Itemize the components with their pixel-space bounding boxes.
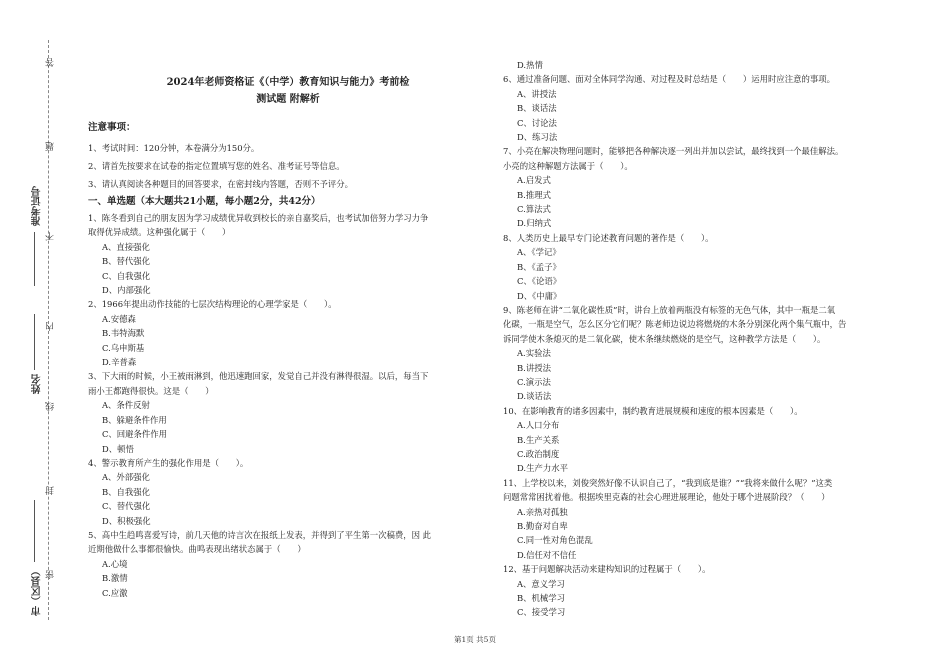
question-text: 6、通过准备问题、面对全体同学沟通、对过程及时总结是（ ）运用时应注意的事项。 [503, 74, 835, 85]
admission-number-blank [34, 232, 35, 286]
question-option: B、躲避条件作用 [102, 414, 167, 425]
name-blank [34, 314, 35, 370]
question-option: B.讲授法 [517, 362, 551, 373]
question-option: A.实验法 [517, 348, 551, 359]
question-item [88, 297, 488, 369]
question-option: D.辛普森 [102, 357, 137, 368]
question-text: 9、陈老师在讲“二氧化碳性质”时，讲台上放着两瓶没有标签的无色气体，其中一瓶是二氧 [503, 304, 836, 315]
question-text: 化碳，一瓶是空气，怎么区分它们呢？陈老师边说边将燃烧的木条分别深化两个集气瓶中，告 [503, 319, 847, 330]
question-option: A、条件反射 [102, 400, 150, 411]
question-option: C、《论语》 [517, 276, 562, 287]
question-item [88, 211, 488, 297]
question-option: C、回避条件作用 [102, 429, 168, 440]
seal-sidebar [0, 0, 60, 671]
question-option: C.同一性对角色混乱 [517, 535, 593, 546]
question-text: 5、高中生趋鸣喜爱写诗，前几天他的诗言次在报纸上发表，并得到了平生第一次稿费，因 此 [88, 529, 431, 540]
question-text: 1、陈冬看到自己的朋友因为学习成绩优异收到校长的亲自嘉奖后，也考试加倍努力学习力争 [88, 213, 429, 223]
question-item [503, 404, 913, 476]
question-item [88, 456, 488, 528]
question-item [503, 562, 913, 620]
question-item [503, 72, 913, 144]
admission-number-label: 准考证号 [32, 186, 43, 226]
question-option: C、替代强化 [102, 501, 151, 512]
question-option: D.归纳式 [517, 218, 552, 229]
question-item [503, 476, 913, 562]
left-column [88, 74, 488, 600]
question-item [503, 303, 913, 404]
seal-char: 不 [46, 232, 56, 241]
question-text: 11、上学校以来，刘俊突然好像不认识自己了，“我到底是谁？”“我将来做什么呢？”这类 [503, 477, 833, 488]
question-text: 问题常常困扰着他。根据埃里克森的社会心理进展理论，他处于哪个进展阶段？（ ） [503, 492, 830, 503]
question-text: 雨小王都跑得很快。这是（ ） [88, 385, 214, 396]
question-text: 近期他做什么事都很愉快。曲鸣表现出绪状态属于（ ） [88, 544, 306, 555]
question-option: C、讨论法 [517, 117, 557, 128]
question-text: 小亮的这种解题方法属于（ ）。 [503, 160, 633, 171]
seal-char: 封 [46, 486, 56, 495]
section-heading: 一、单选题（本大题共21小题，每小题2分，共42分） [88, 196, 321, 207]
question-option: D.热情 [517, 60, 543, 70]
question-option: B.生产关系 [517, 434, 560, 445]
question-option: D、《中庸》 [517, 290, 562, 301]
left-question-list [88, 211, 488, 600]
right-question-list [503, 72, 913, 619]
question-option: D.生产力水平 [517, 463, 568, 474]
seal-char: 线 [46, 402, 56, 411]
question-text: 诉同学使木条熄灭的是二氧化碳，使木条继续燃烧的是空气，这种教学方法是（ ）。 [503, 333, 826, 344]
question-text: 8、人类历史上最早专门论述教育问题的著作是（ ）。 [503, 232, 714, 243]
question-option: C.应激 [102, 587, 128, 598]
seal-char: 内 [46, 322, 56, 331]
question-option: D、内部强化 [102, 285, 151, 296]
exam-title-line1: 2024年老师资格证《（中学）教育知识与能力》考前检 [166, 77, 410, 88]
question-item [503, 144, 913, 230]
seal-char: 题 [46, 142, 56, 151]
question-option: B、《孟子》 [517, 261, 561, 272]
question-option: B、替代强化 [102, 256, 151, 267]
question-option: A、直接强化 [102, 241, 150, 252]
question-option: D、顿悟 [102, 443, 134, 454]
question-option: A、意义学习 [517, 578, 565, 589]
notice-item: 3、请认真阅读各种题目的回答要求，在密封线内答题，否则不予评分。 [88, 179, 353, 189]
question-option: C、自我强化 [102, 270, 151, 281]
notice-item: 1、考试时间：120分钟，本卷满分为150分。 [88, 143, 260, 153]
name-label: 姓名 [32, 374, 43, 394]
question-option: D.谈话法 [517, 391, 552, 402]
exam-title-line2: 测试题 附解析 [256, 94, 320, 105]
seal-char: 密 [46, 570, 56, 579]
right-column [503, 58, 913, 620]
question-option: C.算法式 [517, 204, 551, 215]
question-option: A.人口分布 [517, 420, 560, 431]
question-option: A.亲热对孤独 [517, 506, 568, 517]
question-option: C.乌申斯基 [102, 342, 145, 353]
question-option: B、谈话法 [517, 103, 557, 114]
question-option: C、接受学习 [517, 607, 566, 618]
question-option: A、《学记》 [517, 247, 561, 258]
question-option: B.勤奋对自卑 [517, 521, 568, 531]
question-option: C.演示法 [517, 376, 551, 387]
question-option: D、积极强化 [102, 515, 151, 526]
seal-char: 答 [46, 58, 56, 67]
question-option: A.安德森 [102, 313, 136, 324]
question-option: B.激情 [102, 573, 128, 584]
page-footer: 第1页 共5页 [454, 635, 496, 644]
question-option: A.心境 [102, 558, 128, 569]
question-text: 4、警示教育所产生的强化作用是（ ）。 [88, 457, 249, 468]
question-text: 2、1966年提出动作技能的七层次结构理论的心理学家是（ ）。 [88, 299, 337, 310]
question-text: 12、基于问题解决活动来建构知识的过程属于（ ）。 [503, 564, 711, 575]
question-option: B.推理式 [517, 189, 551, 200]
city-blank [34, 500, 35, 562]
question-option: B、自我强化 [102, 486, 151, 497]
notice-heading: 注意事项： [88, 122, 136, 133]
question-option: B.韦特海默 [102, 328, 145, 339]
question-text: 取得优异成绩。这种强化属于（ ） [88, 227, 231, 238]
question-option: D.信任对不信任 [517, 549, 577, 560]
question-item [88, 369, 488, 455]
question-text: 10、在影响教育的诸多因素中，制约教育进展规模和速度的根本因素是（ ）。 [503, 405, 803, 416]
question-option: C.政治制度 [517, 448, 560, 459]
question-text: 7、小亮在解决物理问题时，能够把各种解决逐一列出并加以尝试，最终找到一个最佳解法。 [503, 146, 844, 157]
question-option: A、讲授法 [517, 88, 557, 99]
question-option: D、练习法 [517, 132, 558, 143]
question-option: A、外部强化 [102, 472, 150, 483]
city-label: 市（区县） [32, 566, 43, 616]
question-option: B、机械学习 [517, 593, 566, 604]
question-item [503, 231, 913, 303]
notice-item: 2、请首先按要求在试卷的指定位置填写您的姓名、准考证号等信息。 [88, 161, 345, 171]
question-option: A.启发式 [517, 175, 551, 186]
question-item [88, 528, 488, 600]
question-text: 3、下大雨的时候，小王被雨淋到，他迅速跑回家，发觉自己并没有淋得很湿。以后，每当下 [88, 371, 429, 382]
